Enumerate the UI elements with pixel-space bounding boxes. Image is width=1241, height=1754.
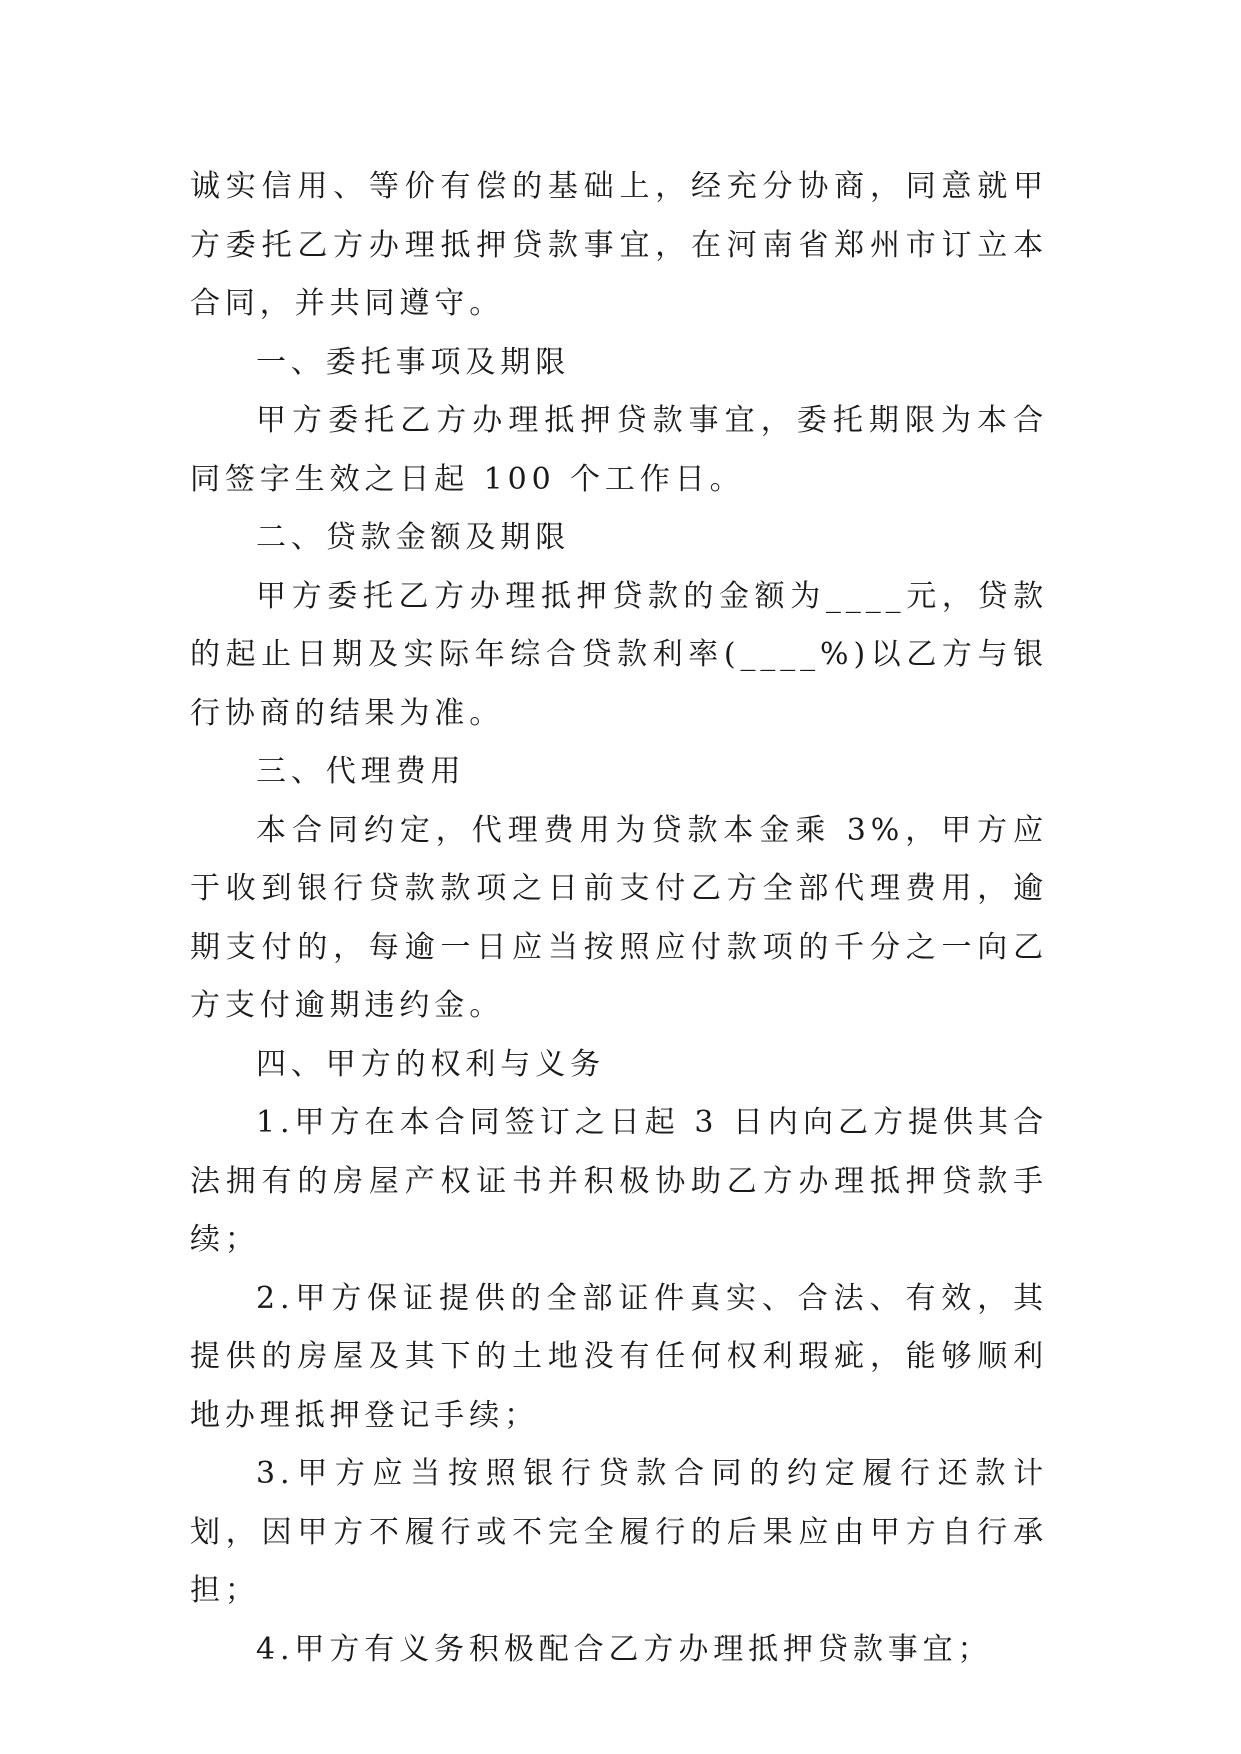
document-body — [190, 158, 1048, 1679]
paragraph-agency-fee: 本合同约定，代理费用为贷款本金乘 3%，甲方应于收到银行贷款款项之日前支付乙方全部代理费用，逾期支付的，每逾一日应当按照应付款项的千分之一向乙方支付逾期违约金。 — [190, 812, 1049, 1023]
paragraph-entrustment-term: 甲方委托乙方办理抵押贷款事宜，委托期限为本合同签字生效之日起 100 个工作日。 — [190, 403, 1048, 497]
section-heading-loan-amount: 二、贷款金额及期限 — [256, 520, 571, 555]
section-heading-agency-fee: 三、代理费用 — [256, 754, 466, 789]
paragraph-loan-amount: 甲方委托乙方办理抵押贷款的金额为____元，贷款的起止日期及实际年综合贷款利率(____%)以乙方与银行协商的结果为准。 — [190, 578, 1048, 731]
section-heading-party-a-rights: 四、甲方的权利与义务 — [256, 1046, 605, 1082]
section-heading-entrustment: 一、委托事项及期限 — [256, 344, 571, 380]
list-item-2: 2.甲方保证提供的全部证件真实、合法、有效，其提供的房屋及其下的土地没有任何权利瑕疵，能够顺利地办理抵押登记手续； — [190, 1280, 1048, 1433]
list-item-4: 4.甲方有义务积极配合乙方办理抵押贷款事宜； — [256, 1631, 993, 1667]
list-item-1: 1.甲方在本合同签订之日起 3 日内向乙方提供其合法拥有的房屋产权证书并积极协助乙方办理抵押贷款手续； — [190, 1105, 1048, 1257]
list-item-3: 3.甲方应当按照银行贷款合同的约定履行还款计划，因甲方不履行或不完全履行的后果应由甲方自行承担； — [190, 1456, 1048, 1608]
paragraph-continuation: 诚实信用、等价有偿的基础上，经充分协商，同意就甲方委托乙方办理抵押贷款事宜，在河南省郑州市订立本合同，并共同遵守。 — [190, 169, 1048, 321]
